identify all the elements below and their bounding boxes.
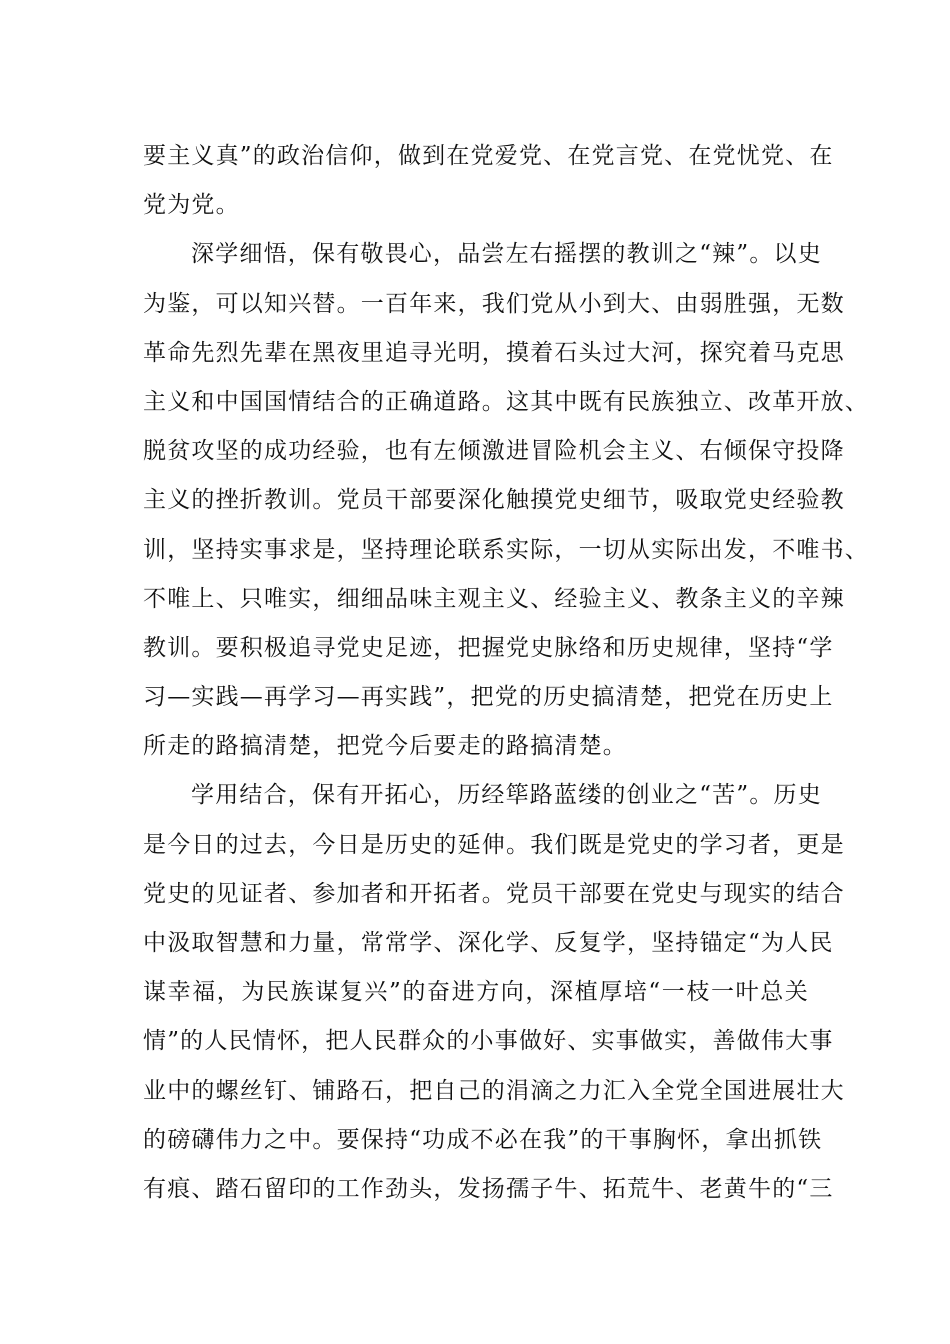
text-line: 谋幸福，为民族谋复兴”的奋进方向，深植厚培“一枝一叶总关 (143, 979, 809, 1006)
text-line: 教训。要积极追寻党史足迹，把握党史脉络和历史规律，坚持“学 (143, 634, 834, 661)
text-line: 中汲取智慧和力量，常常学、深化学、反复学，坚持锚定“为人民 (143, 930, 834, 956)
text-line: 学用结合，保有开拓心，历经筚路蓝缕的创业之“苦”。历史 (191, 782, 822, 809)
text-line: 训，坚持实事求是，坚持理论联系实际，一切从实际出发，不唯书、 (143, 536, 869, 563)
text-line: 不唯上、只唯实，细细品味主观主义、经验主义、教条主义的辛辣 (143, 585, 845, 612)
text-line: 有痕、踏石留印的工作劲头，发扬孺子牛、拓荒牛、老黄牛的“三 (143, 1175, 834, 1202)
paragraph (143, 771, 845, 1214)
text-line: 脱贫攻坚的成功经验，也有左倾激进冒险机会主义、右倾保守投降 (143, 438, 845, 465)
text-line: 情”的人民情怀，把人民群众的小事做好、实事做实，善做伟大事 (143, 1028, 834, 1055)
text-line: 要主义真”的政治信仰，做到在党爱党、在党言党、在党忧党、在 (143, 143, 834, 169)
text-line: 习—实践—再学习—再实践”，把党的历史搞清楚，把党在历史上 (143, 684, 834, 711)
text-line: 党史的见证者、参加者和开拓者。党员干部要在党史与现实的结合 (143, 880, 845, 907)
text-line: 业中的螺丝钉、铺路石，把自己的涓滴之力汇入全党全国进展壮大 (143, 1077, 845, 1104)
text-line: 是今日的过去，今日是历史的延伸。我们既是党史的学习者，更是 (143, 831, 845, 858)
text-line: 党为党。 (143, 192, 240, 219)
body-text (143, 132, 869, 1214)
text-line: 深学细悟，保有敬畏心，品尝左右摇摆的教训之“辣”。以史 (191, 241, 822, 268)
text-line: 主义的挫折教训。党员干部要深化触摸党史细节，吸取党史经验教 (143, 487, 845, 514)
text-line: 革命先烈先辈在黑夜里追寻光明，摸着石头过大河，探究着马克思 (143, 339, 845, 366)
text-line: 的磅礴伟力之中。要保持“功成不必在我”的干事胸怀，拿出抓铁 (143, 1126, 823, 1153)
text-line: 主义和中国国情结合的正确道路。这其中既有民族独立、改革开放、 (143, 388, 869, 415)
paragraph (143, 132, 834, 230)
text-line: 为鉴，可以知兴替。一百年来，我们党从小到大、由弱胜强，无数 (143, 290, 845, 317)
text-line: 所走的路搞清楚，把党今后要走的路搞清楚。 (143, 733, 627, 760)
paragraph (143, 230, 869, 771)
